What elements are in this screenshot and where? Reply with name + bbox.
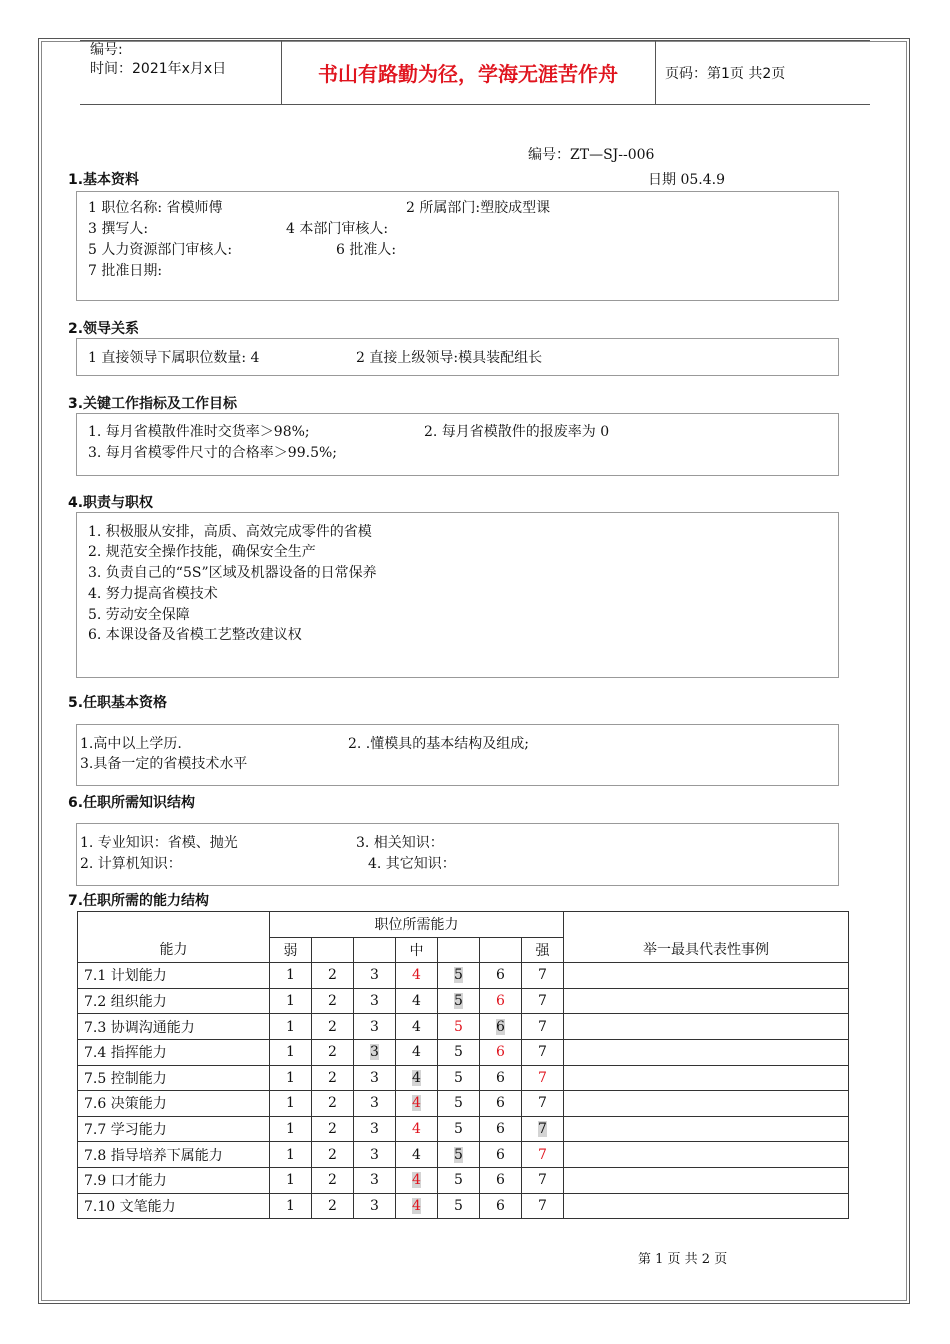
basic-hr-reviewer: 5 人力资源部门审核人: — [88, 242, 233, 258]
basic-approver: 6 批准人: — [336, 242, 397, 258]
ability-score: 2 — [328, 1172, 337, 1189]
ability-score: 7 — [538, 1069, 547, 1086]
ability-score: 4 — [412, 1095, 421, 1112]
ability-score-cell — [312, 1193, 354, 1219]
ability-score: 3 — [370, 993, 379, 1010]
ability-name: 7.8 指导培养下属能力 — [78, 1142, 270, 1168]
ability-score-cell — [438, 1167, 480, 1193]
ability-row — [78, 1142, 849, 1168]
ability-name: 7.2 组织能力 — [78, 988, 270, 1014]
scale-blank — [480, 937, 522, 963]
ability-score: 3 — [370, 1146, 379, 1163]
ability-name: 7.10 文笔能力 — [78, 1193, 270, 1219]
ability-score-cell — [522, 988, 564, 1014]
ability-name: 7.6 决策能力 — [78, 1091, 270, 1117]
ability-score: 6 — [496, 1197, 505, 1214]
ability-score: 1 — [286, 1121, 295, 1138]
knowledge-item: 4. 其它知识： — [368, 856, 456, 872]
knowledge-item: 2. 计算机知识： — [80, 856, 182, 872]
ability-score-cell — [270, 1167, 312, 1193]
header-page-info: 页码：第1页 共2页 — [665, 66, 786, 82]
basic-position-name: 1 职位名称: 省模师傅 — [88, 200, 223, 216]
ability-score-cell — [438, 1091, 480, 1117]
ability-score: 7 — [538, 1121, 547, 1138]
ability-score: 5 — [454, 1197, 463, 1214]
ability-score: 6 — [496, 1146, 505, 1163]
ability-score-cell — [354, 963, 396, 989]
section-title-kpi: 3.关键工作指标及工作目标 — [68, 396, 238, 412]
ability-row — [78, 1167, 849, 1193]
ability-score: 2 — [328, 1095, 337, 1112]
ability-score-cell — [312, 1116, 354, 1142]
ability-score-cell — [522, 1065, 564, 1091]
ability-score-cell — [270, 1193, 312, 1219]
ability-score-cell — [438, 1014, 480, 1040]
document-number: 编号：ZT—SJ--006 — [528, 147, 655, 163]
ability-name: 7.9 口才能力 — [78, 1167, 270, 1193]
document-date: 日期 05.4.9 — [648, 172, 725, 188]
ability-score: 3 — [370, 1018, 379, 1035]
ability-row — [78, 988, 849, 1014]
ability-score-cell — [522, 1091, 564, 1117]
ability-score: 3 — [370, 1121, 379, 1138]
ability-score-cell — [270, 1065, 312, 1091]
ability-score: 4 — [412, 1121, 421, 1138]
ability-score: 1 — [286, 1146, 295, 1163]
ability-score: 6 — [496, 1121, 505, 1138]
ability-score: 1 — [286, 1069, 295, 1086]
ability-score: 6 — [496, 1044, 505, 1061]
qualification-item: 2. .懂模具的基本结构及组成; — [348, 736, 529, 752]
ability-score-cell — [354, 1116, 396, 1142]
ability-score-cell — [522, 1193, 564, 1219]
ability-score-cell — [480, 1091, 522, 1117]
ability-score-cell — [438, 1065, 480, 1091]
ability-score: 4 — [412, 993, 421, 1010]
ability-score: 7 — [538, 1172, 547, 1189]
basic-dept-reviewer: 4 本部门审核人: — [286, 221, 389, 237]
example-header: 举一最具代表性事例 — [564, 912, 849, 963]
ability-example — [564, 1167, 849, 1193]
knowledge-item: 1. 专业知识：省模、抛光 — [80, 835, 238, 851]
leadership-superior: 2 直接上级领导:模具装配组长 — [356, 350, 543, 366]
ability-score: 5 — [454, 1044, 463, 1061]
ability-score-cell — [312, 988, 354, 1014]
ability-score-cell — [480, 1014, 522, 1040]
ability-score: 5 — [454, 1095, 463, 1112]
qualification-item: 3.具备一定的省模技术水平 — [80, 756, 248, 772]
ability-score-cell — [480, 1065, 522, 1091]
duty-item: 6. 本课设备及省模工艺整改建议权 — [88, 627, 302, 643]
ability-score-cell — [396, 1167, 438, 1193]
ability-score-cell — [396, 1116, 438, 1142]
ability-score: 7 — [538, 1044, 547, 1061]
ability-score-cell — [480, 1142, 522, 1168]
ability-score: 2 — [328, 993, 337, 1010]
ability-score: 5 — [454, 1069, 463, 1086]
ability-score: 4 — [412, 1172, 421, 1189]
qualification-item: 1.高中以上学历. — [80, 736, 182, 752]
section-title-leadership: 2.领导关系 — [68, 321, 140, 337]
ability-score: 1 — [286, 967, 295, 984]
ability-example — [564, 1065, 849, 1091]
ability-example — [564, 1014, 849, 1040]
ability-score: 3 — [370, 967, 379, 984]
ability-score-cell — [522, 1142, 564, 1168]
scale-blank — [312, 937, 354, 963]
ability-score: 4 — [412, 1146, 421, 1163]
ability-score-cell — [312, 1167, 354, 1193]
ability-score-cell — [522, 1116, 564, 1142]
required-ability-header: 职位所需能力 — [270, 912, 564, 938]
ability-score-cell — [354, 1014, 396, 1040]
ability-score-cell — [270, 1091, 312, 1117]
duty-item: 5. 劳动安全保障 — [88, 607, 190, 623]
ability-score-cell — [396, 1014, 438, 1040]
ability-score: 6 — [496, 967, 505, 984]
section-title-basic: 1.基本资料 — [68, 172, 140, 188]
ability-score-cell — [396, 1142, 438, 1168]
ability-name: 7.3 协调沟通能力 — [78, 1014, 270, 1040]
ability-score-cell — [396, 1091, 438, 1117]
ability-score-cell — [480, 1039, 522, 1065]
ability-score: 3 — [370, 1044, 379, 1061]
basic-department: 2 所属部门:塑胶成型课 — [406, 200, 551, 216]
ability-score: 7 — [538, 1197, 547, 1214]
ability-score: 1 — [286, 1172, 295, 1189]
ability-score-cell — [312, 1091, 354, 1117]
ability-score-cell — [354, 1142, 396, 1168]
ability-score-cell — [522, 1014, 564, 1040]
knowledge-item: 3. 相关知识： — [356, 835, 444, 851]
ability-score-cell — [396, 1193, 438, 1219]
ability-score-cell — [522, 1039, 564, 1065]
ability-name: 7.7 学习能力 — [78, 1116, 270, 1142]
ability-score: 6 — [496, 1018, 505, 1035]
ability-score: 1 — [286, 1018, 295, 1035]
ability-row — [78, 1091, 849, 1117]
scale-blank — [438, 937, 480, 963]
ability-name: 7.4 指挥能力 — [78, 1039, 270, 1065]
kpi-item: 2. 每月省模散件的报废率为 0 — [424, 424, 610, 440]
ability-score: 4 — [412, 1018, 421, 1035]
ability-score: 7 — [538, 1146, 547, 1163]
ability-score-cell — [480, 963, 522, 989]
ability-score-cell — [522, 1167, 564, 1193]
serial-label: 编号: — [90, 42, 123, 58]
header-divider — [655, 40, 656, 104]
ability-score-cell — [480, 988, 522, 1014]
ability-example — [564, 1091, 849, 1117]
ability-row — [78, 1014, 849, 1040]
time-label: 时间：2021年x月x日 — [90, 61, 227, 77]
ability-score: 2 — [328, 1121, 337, 1138]
ability-score-cell — [270, 1014, 312, 1040]
header-left — [90, 41, 226, 79]
basic-approve-date: 7 批准日期: — [88, 263, 163, 279]
ability-score: 4 — [412, 1069, 421, 1086]
ability-score-cell — [312, 1065, 354, 1091]
ability-score-cell — [438, 963, 480, 989]
basic-writer: 3 撰写人: — [88, 221, 149, 237]
ability-score: 6 — [496, 993, 505, 1010]
weak-header: 弱 — [270, 937, 312, 963]
ability-score: 7 — [538, 993, 547, 1010]
ability-score-cell — [480, 1193, 522, 1219]
ability-score-cell — [312, 1142, 354, 1168]
ability-score: 5 — [454, 1172, 463, 1189]
ability-score: 5 — [454, 1121, 463, 1138]
ability-table — [77, 911, 849, 1219]
strong-header: 强 — [522, 937, 564, 963]
ability-score-cell — [312, 963, 354, 989]
ability-row — [78, 963, 849, 989]
ability-score: 2 — [328, 1069, 337, 1086]
ability-score: 3 — [370, 1095, 379, 1112]
ability-row — [78, 1193, 849, 1219]
ability-score: 2 — [328, 967, 337, 984]
section-title-qualification: 5.任职基本资格 — [68, 695, 168, 711]
ability-score-cell — [354, 988, 396, 1014]
ability-row — [78, 1065, 849, 1091]
header-bottom-rule — [80, 104, 870, 105]
page-footer: 第 1 页 共 2 页 — [638, 1252, 728, 1267]
ability-score: 1 — [286, 1044, 295, 1061]
duty-item: 4. 努力提高省模技术 — [88, 586, 218, 602]
ability-score: 7 — [538, 967, 547, 984]
ability-score: 2 — [328, 1146, 337, 1163]
ability-score: 5 — [454, 967, 463, 984]
ability-score-cell — [438, 1116, 480, 1142]
ability-score: 5 — [454, 1018, 463, 1035]
ability-score-cell — [354, 1193, 396, 1219]
ability-score: 5 — [454, 993, 463, 1010]
ability-example — [564, 1142, 849, 1168]
ability-row — [78, 1039, 849, 1065]
ability-score: 3 — [370, 1069, 379, 1086]
mid-header: 中 — [396, 937, 438, 963]
ability-score: 3 — [370, 1172, 379, 1189]
kpi-item: 1. 每月省模散件准时交货率＞98%; — [88, 424, 310, 440]
ability-example — [564, 988, 849, 1014]
ability-score: 6 — [496, 1069, 505, 1086]
kpi-item: 3. 每月省模零件尺寸的合格率＞99.5%; — [88, 445, 337, 461]
header-motto: 书山有路勤为径，学海无涯苦作舟 — [318, 62, 618, 86]
ability-score-cell — [270, 963, 312, 989]
section-title-ability: 7.任职所需的能力结构 — [68, 893, 210, 909]
ability-score-cell — [438, 1142, 480, 1168]
ability-score: 1 — [286, 1197, 295, 1214]
ability-score: 4 — [412, 1044, 421, 1061]
ability-score-cell — [270, 1116, 312, 1142]
duty-item: 1. 积极服从安排，高质、高效完成零件的省模 — [88, 524, 372, 540]
ability-score-cell — [312, 1039, 354, 1065]
ability-score-cell — [396, 963, 438, 989]
ability-score-cell — [270, 1039, 312, 1065]
ability-name: 7.1 计划能力 — [78, 963, 270, 989]
ability-score: 3 — [370, 1197, 379, 1214]
ability-example — [564, 1039, 849, 1065]
ability-score-cell — [354, 1039, 396, 1065]
ability-score-cell — [354, 1091, 396, 1117]
ability-score: 4 — [412, 1197, 421, 1214]
section-title-knowledge: 6.任职所需知识结构 — [68, 795, 196, 811]
leadership-subordinates: 1 直接领导下属职位数量: 4 — [88, 350, 260, 366]
ability-score-cell — [438, 988, 480, 1014]
ability-name: 7.5 控制能力 — [78, 1065, 270, 1091]
duty-item: 3. 负责自己的“5S”区域及机器设备的日常保养 — [88, 565, 377, 581]
ability-score-cell — [270, 988, 312, 1014]
ability-score: 7 — [538, 1095, 547, 1112]
ability-score-cell — [270, 1142, 312, 1168]
ability-score-cell — [312, 1014, 354, 1040]
ability-score: 5 — [454, 1146, 463, 1163]
ability-score: 1 — [286, 1095, 295, 1112]
ability-score-cell — [438, 1039, 480, 1065]
ability-score: 2 — [328, 1044, 337, 1061]
ability-header: 能力 — [78, 912, 270, 963]
ability-score-cell — [396, 988, 438, 1014]
ability-score: 4 — [412, 967, 421, 984]
ability-score-cell — [396, 1039, 438, 1065]
ability-score-cell — [480, 1167, 522, 1193]
ability-example — [564, 1116, 849, 1142]
duty-item: 2. 规范安全操作技能，确保安全生产 — [88, 544, 316, 560]
ability-score: 6 — [496, 1095, 505, 1112]
ability-score-cell — [480, 1116, 522, 1142]
scale-blank — [354, 937, 396, 963]
ability-example — [564, 1193, 849, 1219]
ability-score-cell — [522, 963, 564, 989]
ability-score: 2 — [328, 1018, 337, 1035]
ability-score: 6 — [496, 1172, 505, 1189]
ability-score-cell — [354, 1065, 396, 1091]
ability-row — [78, 1116, 849, 1142]
ability-example — [564, 963, 849, 989]
ability-score: 2 — [328, 1197, 337, 1214]
ability-score: 1 — [286, 993, 295, 1010]
section-title-duties: 4.职责与职权 — [68, 495, 154, 511]
ability-score: 7 — [538, 1018, 547, 1035]
ability-score-cell — [438, 1193, 480, 1219]
ability-score-cell — [354, 1167, 396, 1193]
ability-score-cell — [396, 1065, 438, 1091]
